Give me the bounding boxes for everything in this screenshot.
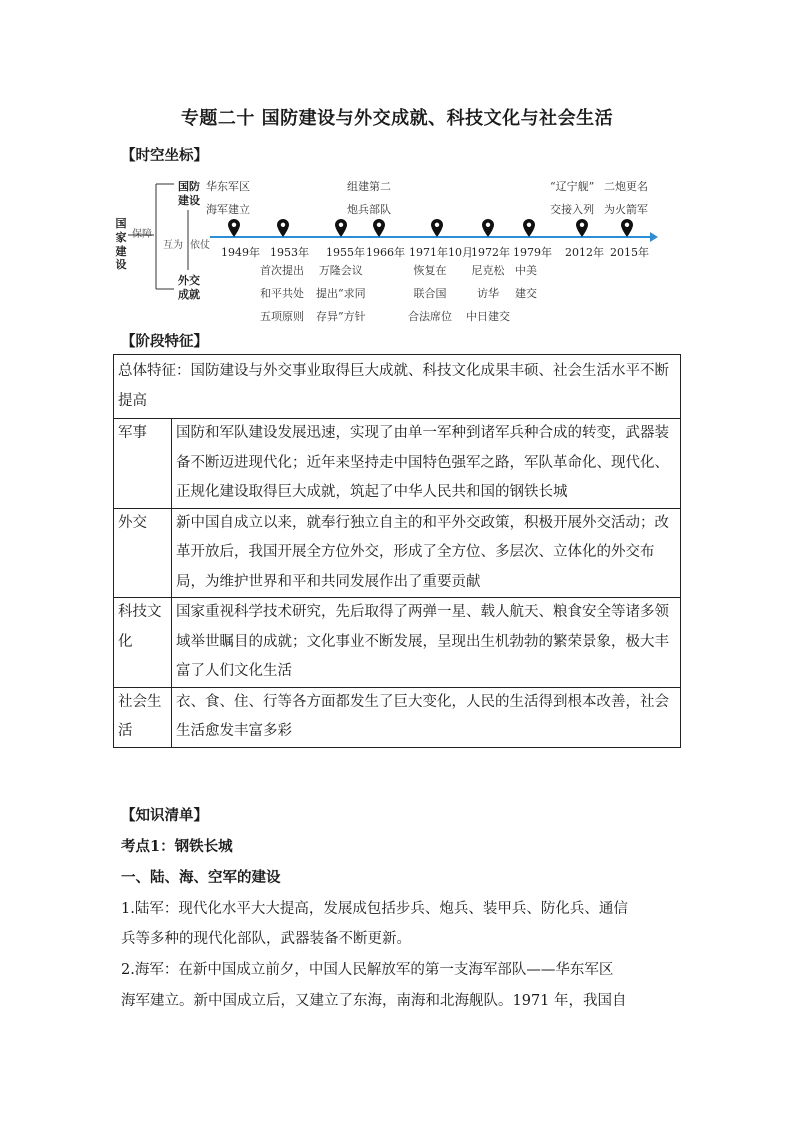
row-value-military: 国防和军队建设发展迅速，实现了由单一军种到诸军兵种合成的转变，武器装备不断迈进现代化；近年来坚持走中国特色强军之路，军队革命化、现代化、正规化建设取得巨大成就，筑起了中华人民共和国的钢铁长城 <box>172 419 681 509</box>
event-2012: “辽宁舰” 交接入列 <box>550 180 595 216</box>
map-pin-icon <box>335 219 347 237</box>
table-row <box>114 598 681 688</box>
row-value-science-culture: 国家重视科学技术研究，先后取得了两弹一星、载人航天、粮食安全等诸多领域举世瞩目的成就；文化事业不断发展，呈现出生机勃勃的繁荣景象，极大丰富了人们文化生活 <box>172 598 681 688</box>
timeline-diagram <box>110 172 680 322</box>
label-rely: 依仗 <box>190 240 210 251</box>
label-diplomacy: 外交成就 <box>178 274 200 301</box>
event-1971: 恢复在 联合国 合法席位 <box>408 264 452 323</box>
year-label: 2015年 <box>610 246 649 259</box>
section-features-heading: 【阶段特征】 <box>121 333 208 350</box>
map-pin-icon <box>482 219 494 237</box>
year-label: 1949年 <box>221 246 260 259</box>
year-label: 1966年 <box>366 246 405 259</box>
map-pin-icon <box>576 219 588 237</box>
map-pin-icon <box>277 219 289 237</box>
event-1955: 万隆会议 提出“求同 存异”方针 <box>316 264 366 323</box>
row-value-diplomacy: 新中国自成立以来，就奉行独立自主的和平外交政策，积极开展外交活动；改革开放后，我国开展全方位外交，形成了全方位、多层次、立体化的外交布局，为维护世界和平和共同发展作出了重要贡献 <box>172 508 681 598</box>
year-label: 1971年10月 <box>409 246 473 259</box>
row-value-social-life: 衣、食、住、行等各方面都发生了巨大变化，人民的生活得到根本改善，社会生活愈发丰富多彩 <box>172 687 681 747</box>
axis-arrow <box>650 232 658 242</box>
section-timeline-heading: 【时空坐标】 <box>121 147 208 164</box>
paragraph-army-line2: 兵等多种的现代化部队，武器装备不断更新。 <box>121 931 411 947</box>
table-row <box>114 687 681 747</box>
event-1972: 尼克松 访华 中日建交 <box>466 264 510 323</box>
year-label: 1953年 <box>270 246 309 259</box>
label-protect: 保障 <box>132 229 152 240</box>
table-row <box>114 419 681 509</box>
event-1953: 首次提出 和平共处 五项原则 <box>260 264 304 323</box>
table-row <box>114 508 681 598</box>
section-knowledge-heading: 【知识清单】 <box>121 807 208 824</box>
event-1966: 组建第二 炮兵部队 <box>347 180 391 216</box>
overall-feature-cell: 总体特征：国防建设与外交事业取得巨大成就、科技文化成果丰硕、社会生活水平不断提高 <box>114 355 681 419</box>
map-pin-icon <box>431 219 443 237</box>
event-2015: 二炮更名 为火箭军 <box>604 180 648 216</box>
year-label: 2012年 <box>565 246 604 259</box>
map-pin-icon <box>228 219 240 237</box>
label-national-construction: 国家建设 <box>115 217 127 272</box>
row-key-military: 军事 <box>114 419 172 509</box>
year-label: 1955年 <box>326 246 365 259</box>
knowledge-point-title: 考点1：钢铁长城 <box>121 838 233 855</box>
row-key-science-culture: 科技文化 <box>114 598 172 688</box>
row-key-social-life: 社会生活 <box>114 687 172 747</box>
map-pin-icon <box>373 219 385 237</box>
stage-features-table <box>113 354 681 748</box>
table-row <box>114 355 681 419</box>
label-mutual: 互为 <box>163 240 183 251</box>
row-key-diplomacy: 外交 <box>114 508 172 598</box>
map-pin-icon <box>523 219 535 237</box>
page-title: 专题二十 国防建设与外交成就、科技文化与社会生活 <box>180 108 614 129</box>
paragraph-navy-line1: 2.海军：在新中国成立前夕，中国人民解放军的第一支海军部队——华东军区 <box>121 962 614 978</box>
paragraph-army-line1: 1.陆军：现代化水平大大提高，发展成包括步兵、炮兵、装甲兵、防化兵、通信 <box>121 901 628 917</box>
event-1949: 华东军区 海军建立 <box>206 180 250 216</box>
year-label: 1979年 <box>513 246 552 259</box>
knowledge-subheading: 一、陆、海、空军的建设 <box>121 869 281 886</box>
paragraph-navy-line2: 海军建立。新中国成立后，又建立了东海，南海和北海舰队。1971 年，我国自 <box>121 993 627 1009</box>
map-pin-icon <box>621 219 633 237</box>
label-national-defense: 国防建设 <box>178 180 200 207</box>
event-1979: 中美 建交 <box>515 264 537 300</box>
year-label: 1972年 <box>471 246 510 259</box>
